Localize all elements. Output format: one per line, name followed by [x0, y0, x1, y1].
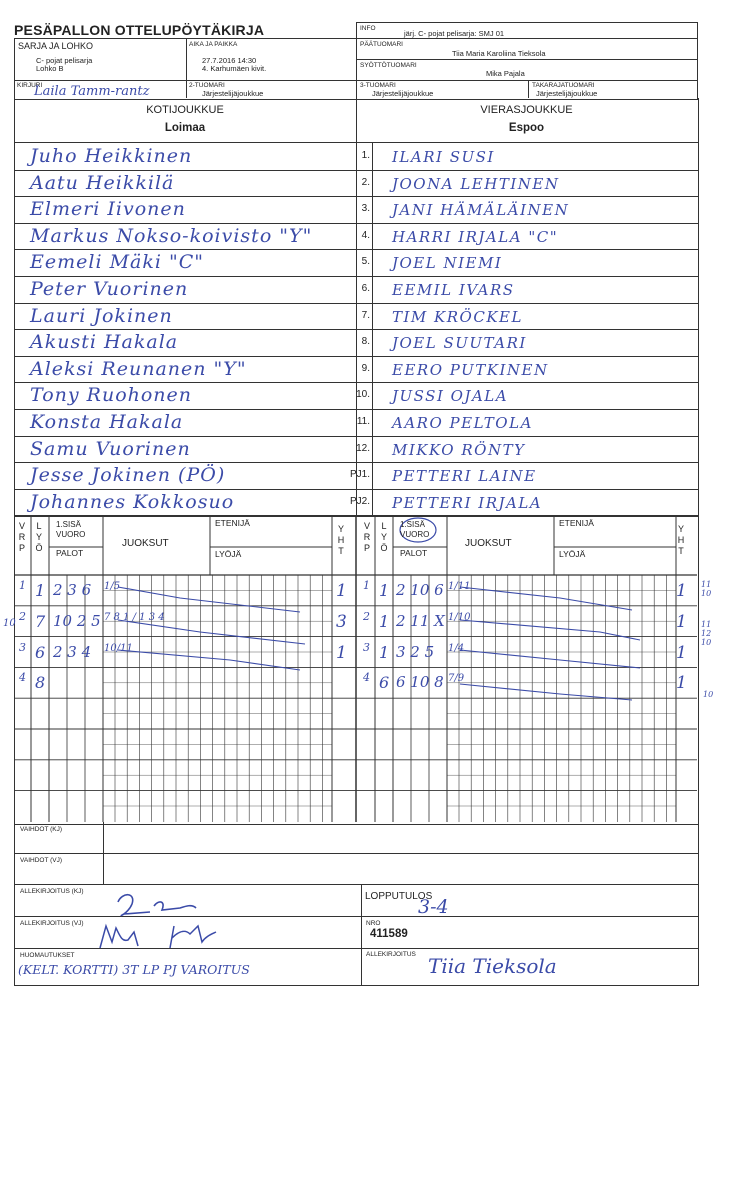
margin-note-right-2: 11 12 10 — [701, 620, 712, 647]
away-team-label: VIERASJOUKKUE — [480, 104, 573, 116]
roster-number: 3. — [361, 203, 370, 215]
takaraja-value: Järjestelijäjoukkue — [536, 89, 598, 98]
home-inning-palot: 10 2 5 — [53, 611, 101, 630]
away-player-name: TIM KRÖCKEL — [392, 307, 523, 326]
home-inning-lyo: 7 — [35, 611, 46, 631]
home-player-name: Eemeli Mäki "C" — [30, 251, 204, 274]
home-team-name: Loimaa — [164, 122, 206, 134]
away-inning-lyo: 1 — [379, 581, 390, 600]
home-inning-vrp: 3 — [19, 640, 26, 654]
home-inning-vrp: 2 — [19, 609, 26, 623]
home-player-name: Elmeri Iivonen — [30, 198, 186, 221]
allekirjoitus-kj-label: ALLEKIRJOITUS (KJ) — [20, 888, 84, 895]
takaraja-label: TAKARAJATUOMARI — [532, 82, 595, 89]
away-player-name: MIKKO RÖNTY — [392, 440, 526, 459]
home-palot-header: PALOT — [56, 548, 84, 558]
aika-value-2: 4. Karhumäen kivit. — [202, 64, 267, 73]
roster-number: 12. — [356, 442, 370, 454]
away-inning-marks: 7/9 — [448, 673, 465, 685]
home-lyoja-header: LYÖJÄ — [215, 549, 242, 559]
away-inning-marks: 1/4 — [448, 642, 465, 654]
away-inning-palot: 2 11 X — [396, 611, 445, 630]
away-player-name: JUSSI OJALA — [392, 387, 509, 406]
paatuomari-label: PÄÄTUOMARI — [360, 41, 403, 48]
away-inning-vrp: 4 — [363, 671, 370, 685]
away-inning-yht: 1 — [676, 642, 687, 663]
kirjuri-label: KIRJURI — [17, 82, 43, 89]
home-inning-lyo: 8 — [35, 673, 46, 693]
home-player-name: Aleksi Reunanen "Y" — [30, 357, 247, 380]
roster-number: 4. — [361, 229, 370, 241]
signature-vj — [94, 920, 224, 959]
away-vrp-header: V R P — [363, 521, 371, 553]
home-player-name: Markus Nokso-koivisto "Y" — [30, 224, 313, 247]
away-player-name: PETTERI LAINE — [392, 467, 537, 486]
page-title: PESÄPALLON OTTELUPÖYTÄKIRJA — [14, 22, 265, 38]
info-label: INFO — [360, 25, 376, 32]
away-player-name: ILARI SUSI — [392, 148, 495, 166]
away-inning-vrp: 3 — [363, 640, 370, 654]
home-juoksut-header: JUOKSUT — [122, 538, 169, 549]
roster-number: 1. — [361, 150, 370, 161]
roster-number: 9. — [361, 362, 370, 374]
roster-number: 11. — [356, 416, 370, 427]
away-lyo-header: L Y Ö — [380, 521, 388, 553]
away-player-name: JOEL NIEMI — [392, 254, 503, 273]
tuomari3-value: Järjestelijäjoukkue — [372, 89, 434, 98]
away-lyoja-header: LYÖJÄ — [559, 549, 586, 559]
home-sisa-vuoro-header: 1.SISÄ VUORO — [56, 520, 86, 539]
roster-number: 7. — [361, 309, 370, 321]
home-inning-palot: 2 3 4 — [53, 642, 92, 661]
away-inning-palot: 3 2 5 — [396, 642, 435, 661]
away-juoksut-header: JUOKSUT — [465, 538, 512, 549]
nro-label: NRO — [366, 920, 381, 927]
home-player-name: Samu Vuorinen — [30, 437, 191, 460]
away-etenija-header: ETENIJÄ — [559, 518, 594, 528]
aika-label: AIKA JA PAIKKA — [189, 41, 238, 48]
info-value: järj. C- pojat pelisarja: SMJ 01 — [404, 29, 505, 38]
home-player-name: Johannes Kokkosuo — [30, 490, 235, 513]
home-player-name: Konsta Hakala — [30, 411, 184, 433]
home-player-name: Peter Vuorinen — [30, 278, 189, 300]
home-inning-marks: 10/11 — [104, 642, 133, 654]
away-inning-lyo: 1 — [379, 642, 390, 662]
nro-value: 411589 — [370, 928, 408, 940]
home-inning-lyo: 6 — [35, 642, 46, 662]
margin-note-right-4: 10 — [703, 690, 714, 699]
away-inning-vrp: 2 — [363, 609, 370, 623]
roster-number: PJ1. — [349, 469, 370, 481]
away-player-name: AARO PELTOLA — [392, 414, 533, 432]
aika-value-1: 27.7.2016 14:30 — [202, 56, 257, 65]
away-inning-yht: 1 — [676, 581, 687, 601]
roster-number: 8. — [361, 336, 370, 348]
home-inning-yht: 1 — [336, 642, 347, 663]
home-inning-vrp: 4 — [19, 671, 26, 685]
away-inning-yht: 1 — [676, 673, 687, 694]
home-inning-marks: 7 8 1 / 1 3 4 — [104, 611, 165, 623]
huomautukset-value: (KELT. KORTTI) 3T LP PJ VAROITUS — [18, 962, 250, 977]
home-player-name: Aatu Heikkilä — [30, 171, 175, 194]
vaihdot-vj-label: VAIHDOT (VJ) — [20, 857, 63, 864]
away-inning-yht: 1 — [676, 611, 687, 632]
allekirjoitus-value: Tiia Tieksola — [428, 954, 557, 978]
roster-number: 10. — [356, 389, 370, 401]
home-inning-vrp: 1 — [19, 579, 26, 592]
away-inning-marks: 1/10 — [448, 611, 471, 623]
away-inning-lyo: 6 — [379, 673, 390, 693]
tuomari3-label: 3-TUOMARI — [360, 82, 396, 89]
home-lyo-header: L Y Ö — [35, 521, 43, 553]
away-team-name: Espoo — [508, 122, 545, 134]
home-player-name: Akusti Hakala — [30, 331, 179, 354]
margin-note-left: 10 — [3, 618, 16, 629]
roster-number: PJ2. — [349, 495, 370, 507]
kirjuri-value: Laila Tamm-rantz — [34, 84, 150, 99]
away-inning-marks: 1/11 — [448, 581, 471, 592]
syottotuomari-value: Mika Pajala — [486, 69, 525, 78]
roster-number: 2. — [361, 176, 370, 188]
lopputulos-value: 3-4 — [418, 896, 449, 918]
home-etenija-header: ETENIJÄ — [215, 518, 250, 528]
roster-number: 6. — [361, 283, 370, 294]
tuomari2-value: Järjestelijäjoukkue — [202, 89, 264, 98]
tuomari2-label: 2-TUOMARI — [189, 82, 225, 89]
home-inning-yht: 1 — [336, 581, 347, 601]
away-inning-lyo: 1 — [379, 611, 390, 631]
home-player-name: Lauri Jokinen — [30, 304, 173, 327]
away-inning-palot: 6 10 8 — [396, 673, 444, 692]
home-inning-palot: 2 3 6 — [53, 581, 92, 599]
away-player-name: JOONA LEHTINEN — [392, 174, 560, 193]
away-yht-header: Y H T — [677, 524, 685, 556]
margin-note-right-1: 11 10 — [701, 580, 712, 598]
sarja-value-1: C- pojat pelisarja — [36, 56, 93, 65]
home-player-name: Juho Heikkinen — [30, 145, 193, 167]
home-player-name: Tony Ruohonen — [30, 384, 193, 407]
away-player-name: EERO PUTKINEN — [392, 360, 549, 379]
away-sisa-vuoro-header: 1.SISÄ VUORO — [400, 520, 430, 539]
home-inning-yht: 3 — [336, 611, 347, 632]
away-inning-vrp: 1 — [363, 579, 370, 592]
allekirjoitus-label: ALLEKIRJOITUS — [366, 951, 416, 958]
paatuomari-value: Tiia Maria Karoliina Tieksola — [452, 49, 546, 58]
away-inning-palot: 2 10 6 — [396, 581, 444, 599]
home-inning-lyo: 1 — [35, 581, 46, 600]
syottotuomari-label: SYÖTTÖTUOMARI — [360, 62, 417, 69]
away-player-name: PETTERI IRJALA — [392, 493, 543, 512]
allekirjoitus-vj-label: ALLEKIRJOITUS (VJ) — [20, 920, 84, 927]
away-palot-header: PALOT — [400, 548, 428, 558]
home-vrp-header: V R P — [18, 521, 26, 553]
away-player-name: EEMIL IVARS — [392, 281, 515, 299]
home-inning-marks: 1/5 — [104, 581, 121, 592]
sarja-value-2: Lohko B — [36, 64, 64, 73]
vaihdot-kj-label: VAIHDOT (KJ) — [20, 826, 63, 833]
home-team-label: KOTIJOUKKUE — [146, 104, 224, 116]
away-player-name: HARRI IRJALA "C" — [392, 227, 559, 246]
away-player-name: JOEL SUUTARI — [392, 334, 527, 353]
away-player-name: JANI HÄMÄLÄINEN — [392, 201, 570, 220]
lopputulos-label: LOPPUTULOS — [365, 891, 433, 902]
home-yht-header: Y H T — [337, 524, 345, 556]
roster-number: 5. — [361, 256, 370, 268]
huomautukset-label: HUOMAUTUKSET — [20, 952, 75, 959]
sarja-label: SARJA JA LOHKO — [18, 41, 94, 51]
home-player-name: Jesse Jokinen (PÖ) — [30, 464, 226, 487]
